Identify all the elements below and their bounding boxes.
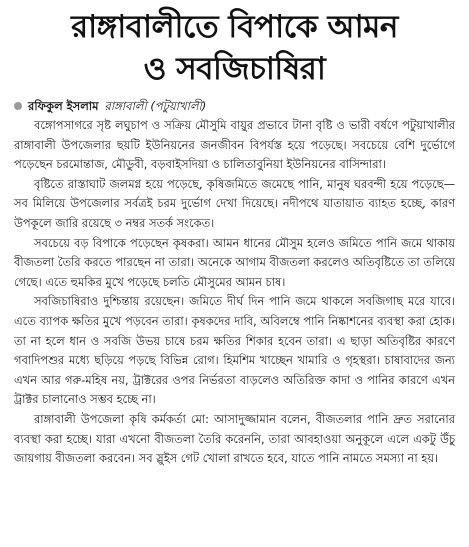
headline (14, 6, 455, 90)
paragraph: বঙ্গোপসাগরে সৃষ্ট লঘুচাপ ও সক্রিয় মৌসুমি বায়ুর প্রভাবে টানা বৃষ্টি ও ভারী বর্ষণে পটুয়াখালীর রাঙ্গাবালী উপজেলার ছয়টি ইউনিয়নের জনজীবন বিপর্যস্ত হয়ে পড়েছে। সবচেয়ে বেশি দুর্ভোগে পড়েছেন চরমোন্তাজ, মৌডুবী, বড়বাইসদিয়া ও চালিতাবুনিয়া ইউনিয়নের বাসিন্দারা। (14, 118, 455, 172)
paragraph: রাঙ্গাবালী উপজেলা কৃষি কর্মকর্তা মো: আসাদুজ্জামান বলেন, বীজতলার পানি দ্রুত সরানোর ব্যবস্থা করা হচ্ছে। যারা এখনো বীজতলা তৈরি করেননি, তারা আবহাওয়া অনুকূলে এলে একটু উঁচু জায়গায় বীজতলা করবেন। সব স্লুইস গেট খোলা রাখতে হবে, যাতে পানি নামতে সমস্যা না হয়। (14, 411, 455, 466)
dateline: রাঙ্গাবালী (পটুয়াখালী) (104, 99, 207, 113)
paragraph: বৃষ্টিতে রাস্তাঘাট জলমগ্ন হয়ে পড়েছে, কৃষিজমিতে জমেছে পানি, মানুষ ঘরবন্দী হয়ে পড়েছে— সব মিলিয়ে উপজেলার সর্বত্রই চরম দুর্ভোগ দেখা দিয়েছে। নদীপথে যাতায়াত ব্যাহত হচ্ছে, কারণ উপকূলে জারি রয়েছে ৩ নম্বর সতর্ক সংকেত। (14, 176, 455, 230)
bullet-dot-icon (14, 102, 22, 110)
headline-line-1: রাঙ্গাবালীতে বিপাকে আমন (71, 9, 398, 45)
paragraph: সবজিচাষিরাও দুশ্চিন্তায় রয়েছেন। জমিতে দীর্ঘ দিন পানি জমে থাকলে সবজিগাছ মরে যাবে। এতে ব্যাপক ক্ষতির মুখে পড়বেন তারা। কৃষকদের দাবি, অবিলম্বে পানি নিষ্কাশনের ব্যবস্থা করা হোক। তা না হলে ধান ও সবজি উভয় চাষে চরম ক্ষতির শিকার হবেন তারা। এ ছাড়া অতিবৃষ্টির কারণে গবাদিপশুর মধ্যে ছড়িয়ে পড়ছে বিভিন্ন রোগ। হিমশিম খাচ্ছেন খামারি ও গৃহস্থরা। চাষাবাদের জন্য এখন আর গরু-মহিষ নয়, ট্রাক্টরের ওপর নির্ভরতা বাড়লেও অতিরিক্ত কাদা ও পানির কারণে এখন ট্রাক্টর চালানোও সম্ভব হচ্ছে না। (14, 294, 455, 407)
author-name: রফিকুল ইসলাম (28, 99, 99, 113)
article-body (14, 116, 455, 469)
byline (14, 98, 455, 114)
paragraph: সবচেয়ে বড় বিপাকে পড়েছেন কৃষকরা। আমন ধানের মৌসুম হলেও জমিতে পানি জমে থাকায় বীজতলা তৈরি করতে পারছেন না তারা। অনেকে আগাম বীজতলা করলেও অতিবৃষ্টিতে তা তলিয়ে গেছে। এতে হুমকির মুখে পড়েছে চলতি মৌসুমের আমন চাষ। (14, 235, 455, 289)
headline-line-2: ও সবজিচাষিরা (143, 51, 326, 87)
